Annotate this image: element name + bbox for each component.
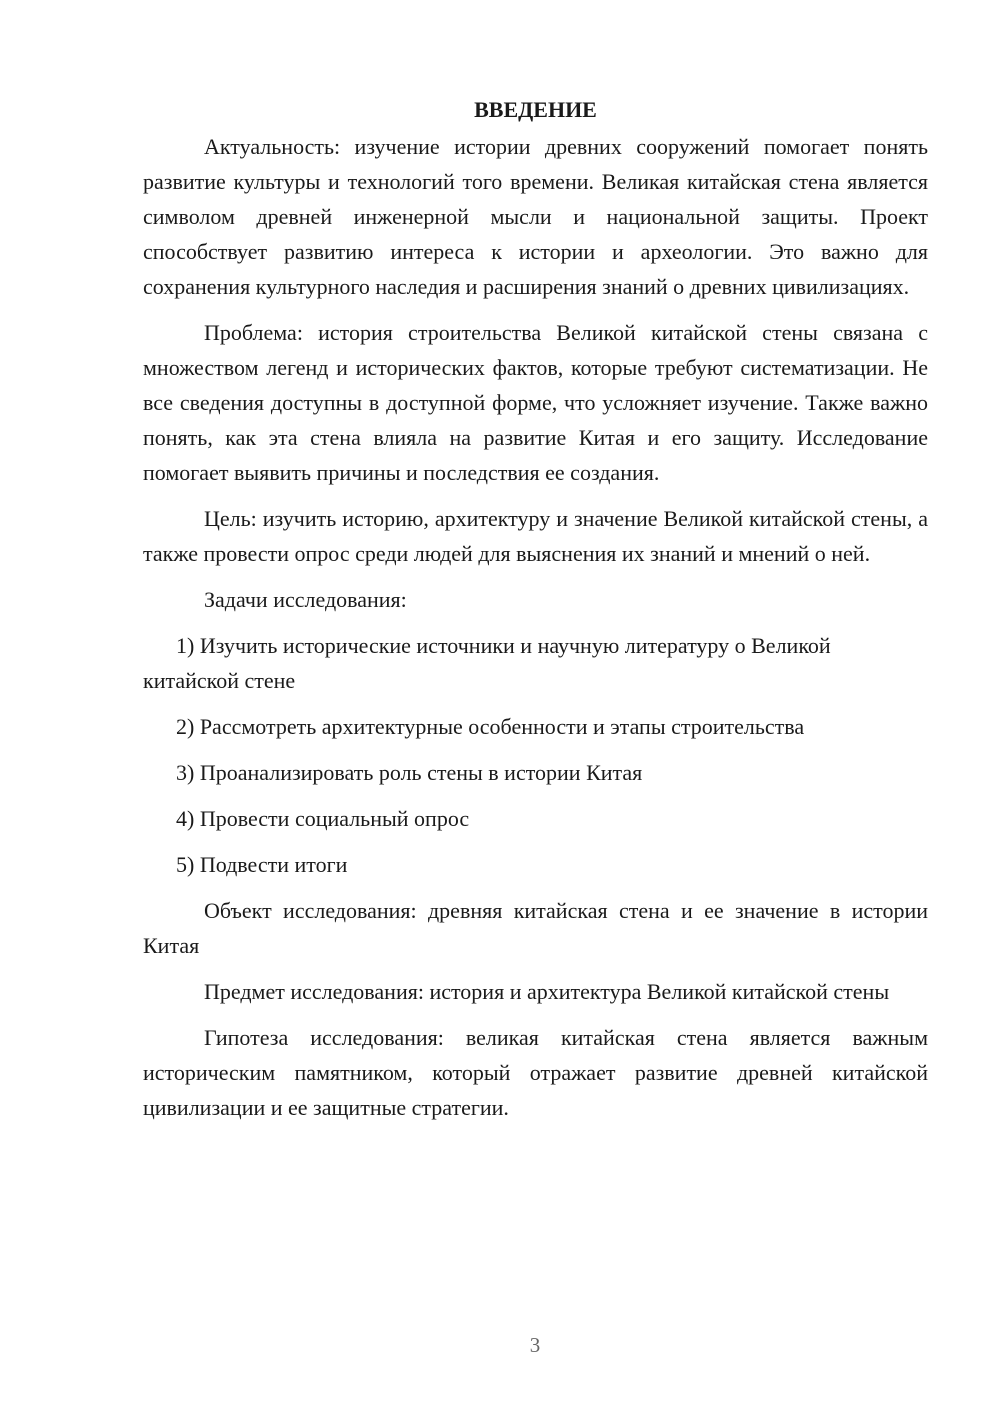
task-item-2: 2) Рассмотреть архитектурные особенности и этапы строительства <box>176 714 805 739</box>
task-item-3: 3) Проанализировать роль стены в истории Китая <box>176 760 643 785</box>
object-paragraph: Объект исследования: древняя китайская стена и ее значение в истории Китая <box>143 898 928 958</box>
goal-paragraph: Цель: изучить историю, архитектуру и значение Великой китайской стены, а также провести опрос среди людей для выяснения их знаний и мнений о ней. <box>143 506 928 566</box>
task-item-1: 1) Изучить исторические источники и научную литературу о Великой китайской стене <box>143 633 831 693</box>
task-item-5: 5) Подвести итоги <box>176 852 348 877</box>
hypothesis-paragraph: Гипотеза исследования: великая китайская стена является важным историческим памятником, который отражает развитие древней китайской цивилизации и ее защитные стратегии. <box>143 1025 928 1120</box>
section-title: ВВЕДЕНИЕ <box>474 97 597 122</box>
document-page <box>143 92 928 1136</box>
task-item-4: 4) Провести социальный опрос <box>176 806 470 831</box>
tasks-list <box>143 628 928 882</box>
relevance-paragraph: Актуальность: изучение истории древних сооружений помогает понять развитие культуры и технологий того времени. Великая китайская стена является символом древней инженерной мысли и национальной защиты. Проект способствует развитию интереса к истории и археологии. Это важно для сохранения культурного наследия и расширения знаний о древних цивилизациях. <box>143 134 928 299</box>
subject-paragraph: Предмет исследования: история и архитектура Великой китайской стены <box>204 979 890 1004</box>
tasks-heading: Задачи исследования: <box>204 587 407 612</box>
problem-paragraph: Проблема: история строительства Великой китайской стены связана с множеством легенд и исторических фактов, которые требуют систематизации. Не все сведения доступны в доступной форме, что усложняет изучение. Также важно понять, как эта стена влияла на развитие Китая и его защиту. Исследование помогает выявить причины и последствия ее создания. <box>143 320 928 485</box>
page-number: 3 <box>529 1333 541 1357</box>
